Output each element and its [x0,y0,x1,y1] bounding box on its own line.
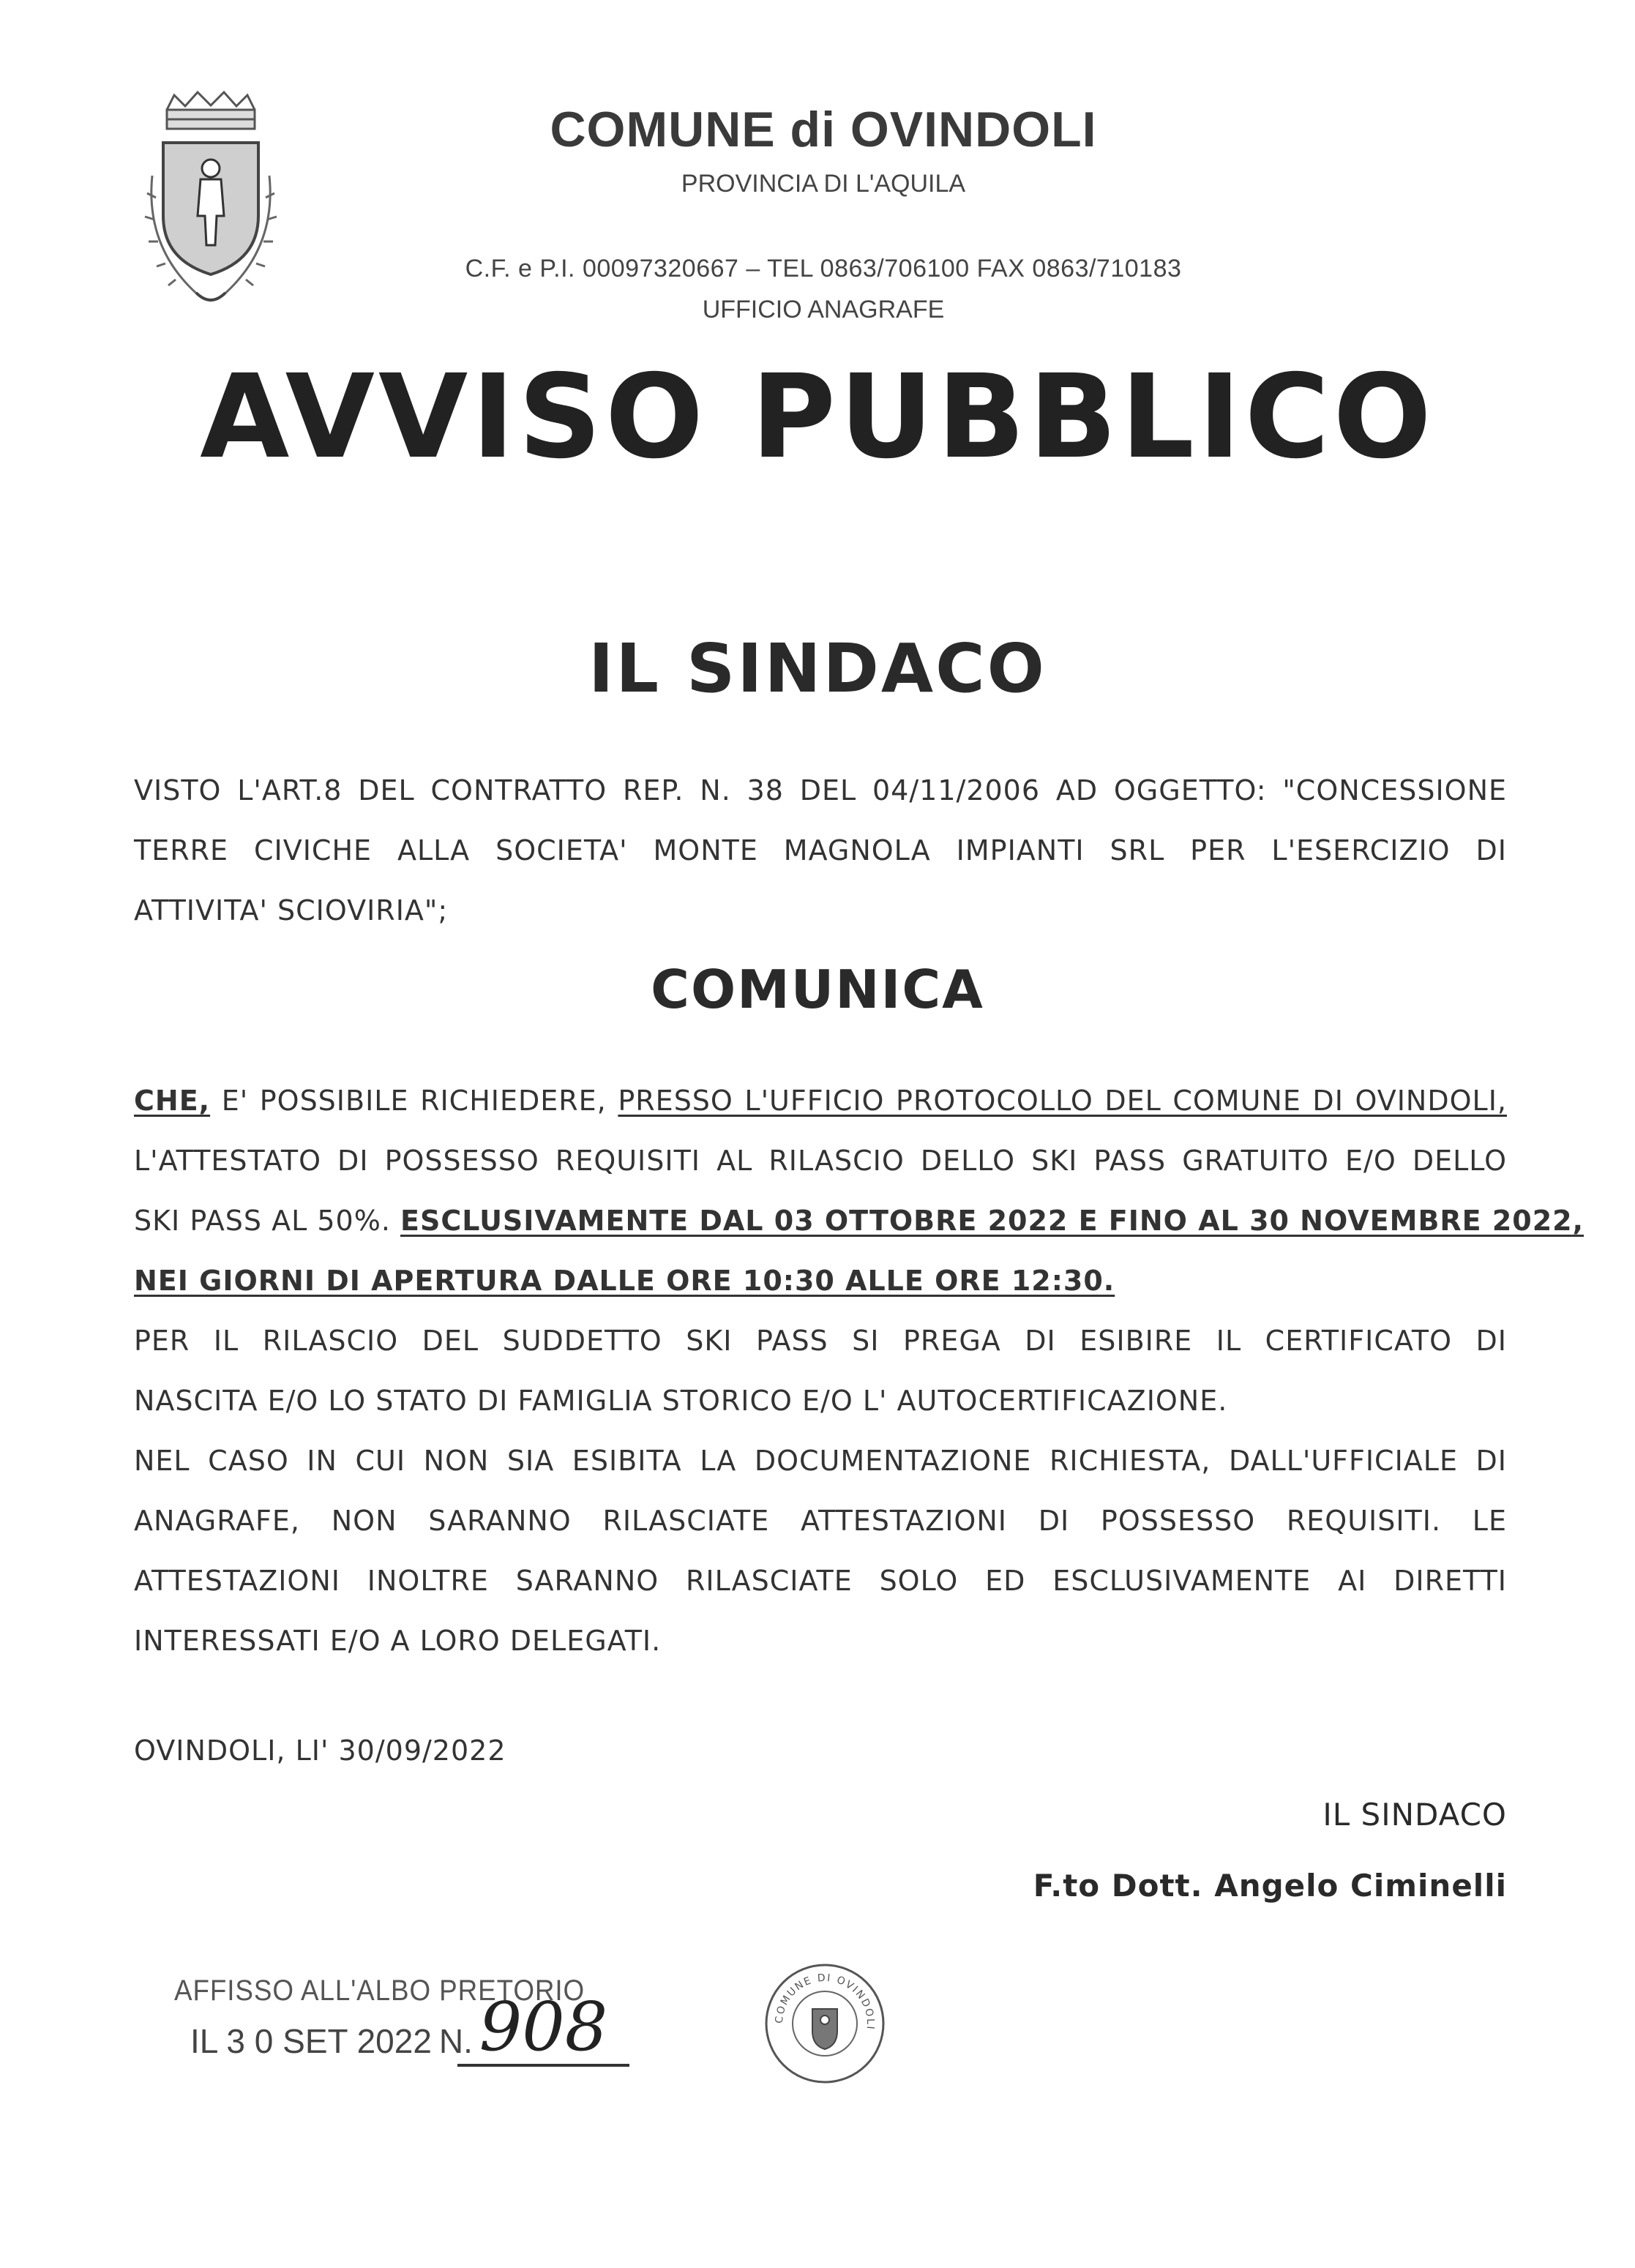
seal-text: COMUNE DI OVINDOLI [773,1972,877,2032]
action-heading: COMUNICA [651,959,984,1020]
body-line: INTERESSATI E/O A LORO DELEGATI. [134,1625,662,1657]
place-date: OVINDOLI, LI' 30/09/2022 [134,1734,506,1767]
office-line: UFFICIO ANAGRAFE [702,296,945,323]
preamble-line: VISTO L'ART.8 DEL CONTRATTO REP. N. 38 DEL 04/11/2006 AD OGGETTO: "CONCESSIONE [134,774,1507,806]
body-line [134,1085,1507,1117]
issuer-heading: IL SINDACO [588,629,1047,708]
body-text: E' POSSIBILE RICHIEDERE, [210,1085,618,1117]
body-emphasis: CHE, [134,1085,211,1117]
preamble-line: TERRE CIVICHE ALLA SOCIETA' MONTE MAGNOLA IMPIANTI SRL PER L'ESERCIZIO DI [134,834,1507,867]
body-emphasis: ESCLUSIVAMENTE DAL 03 OTTOBRE 2022 E FINO AL 30 NOVEMBRE 2022, [400,1205,1585,1237]
body-emphasis: NEI GIORNI DI APERTURA DALLE ORE 10:30 ALLE ORE 12:30. [134,1265,1115,1297]
body-emphasis: PRESSO L'UFFICIO PROTOCOLLO DEL COMUNE DI OVINDOLI, [618,1085,1507,1117]
registry-number: 908 [457,1991,629,2067]
body-line [134,1205,1585,1237]
registry-stamp-date [190,2021,473,2061]
body-line: NEL CASO IN CUI NON SIA ESIBITA LA DOCUMENTAZIONE RICHIESTA, DALL'UFFICIALE DI [134,1445,1507,1477]
body-line: NASCITA E/O LO STATO DI FAMIGLIA STORICO E/O L' AUTOCERTIFICAZIONE. [134,1385,1228,1417]
body-line: ATTESTAZIONI INOLTRE SARANNO RILASCIATE SOLO ED ESCLUSIVAMENTE AI DIRETTI [134,1565,1507,1597]
body-line: PER IL RILASCIO DEL SUDDETTO SKI PASS SI PREGA DI ESIBIRE IL CERTIFICATO DI [134,1325,1507,1357]
municipal-crest-icon [130,88,291,322]
preamble-line: ATTIVITA' SCIOVIRIA"; [134,894,449,927]
registry-number-label: N. [438,2022,473,2060]
signatory-title: IL SINDACO [1322,1797,1507,1833]
fiscal-contact-line: C.F. e P.I. 00097320667 – TEL 0863/706100 FAX 0863/710183 [465,255,1182,282]
body-line: ANAGRAFE, NON SARANNO RILASCIATE ATTESTAZIONI DI POSSESSO REQUISITI. LE [134,1505,1507,1537]
body-line: L'ATTESTATO DI POSSESSO REQUISITI AL RILASCIO DELLO SKI PASS GRATUITO E/O DELLO [134,1145,1507,1177]
body-line [134,1265,1507,1297]
municipality-title: COMUNE di OVINDOLI [550,102,1097,157]
registry-stamp-label: AFFISSO ALL'ALBO PRETORIO [174,1975,585,2007]
registry-date: IL 3 0 SET 2022 [190,2022,432,2060]
province-line: PROVINCIA DI L'AQUILA [681,170,966,198]
notice-title: AVVISO PUBBLICO [200,350,1435,484]
body-text: SKI PASS AL 50%. [134,1205,400,1237]
signatory-name: F.to Dott. Angelo Ciminelli [1033,1868,1507,1904]
municipal-seal-icon [763,1961,887,2086]
